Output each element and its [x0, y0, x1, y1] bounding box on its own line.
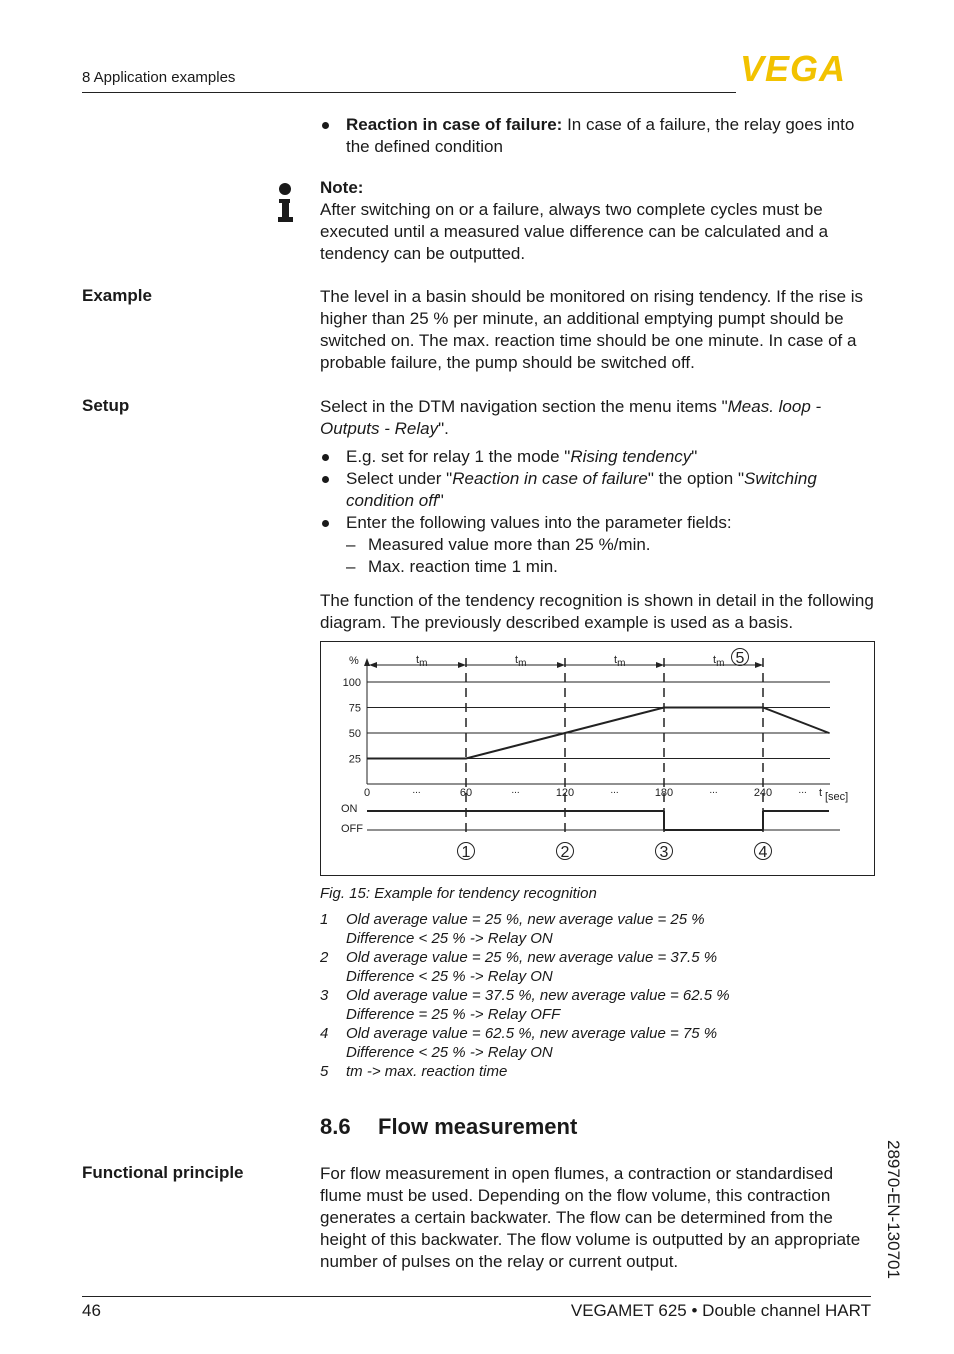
tendency-diagram: [320, 641, 875, 876]
info-icon: [276, 182, 294, 224]
x-ellipsis: ...: [511, 785, 520, 796]
legend-num: 4: [320, 1025, 329, 1042]
setup-block: [320, 396, 875, 634]
relay-on-label: ON: [341, 803, 358, 815]
setup-intro: Select in the DTM navigation section the menu items "Meas. loop - Outputs - Relay".: [320, 397, 822, 438]
y-tick-label: 100: [342, 677, 361, 689]
legend-item-5: [320, 1062, 800, 1081]
x-ellipsis: ...: [610, 785, 619, 796]
tm-arrow-head: [369, 662, 377, 668]
relay-off-label: OFF: [341, 823, 363, 835]
vega-logo-text: VEGA: [740, 52, 847, 84]
x-tick-label: 240: [753, 787, 773, 799]
legend-line: Difference = 25 % -> Relay OFF: [346, 1006, 561, 1023]
legend-line: Difference < 25 % -> Relay ON: [346, 1044, 553, 1061]
functional-text: For flow measurement in open flumes, a contraction or standardised flume must be used. Depending on the flow volume, this contraction generates a certain backwater. The flow can be determined from the height of this backwater. The flow volume is outputted by an appropriate number of pulses on the relay or current output.: [320, 1164, 861, 1271]
footer-product: VEGAMET 625 • Double channel HART: [570, 1301, 871, 1320]
vega-logo: [740, 52, 872, 84]
x-ellipsis: ...: [798, 785, 807, 796]
legend-line: tm -> max. reaction time: [346, 1063, 508, 1080]
note-text: After switching on or a failure, always two complete cycles must be executed until a measured value difference can be calculated and a tendency can be outputted.: [320, 200, 829, 263]
marker-5-label: 5: [735, 650, 745, 667]
marker-label: 1: [461, 844, 471, 861]
section-number: 8.6: [320, 1114, 351, 1139]
y-tick-label: 50: [348, 728, 361, 740]
tm-label: tm: [713, 654, 725, 669]
legend-line: Old average value = 25 %, new average value = 25 %: [346, 911, 705, 928]
tm-arrow-head: [557, 662, 565, 668]
x-axis-label: t: [819, 787, 823, 799]
legend-line: Old average value = 62.5 %, new average value = 75 %: [346, 1025, 718, 1042]
note-title: Note:: [320, 178, 364, 197]
setup-bullet-3: Enter the following values into the parameter fields:: [320, 512, 875, 534]
setup-label: Setup: [82, 396, 130, 415]
legend-num: 3: [320, 987, 329, 1004]
legend-item-4: [320, 1024, 800, 1062]
note-block: [320, 177, 875, 265]
y-tick-label: 25: [348, 753, 361, 766]
setup-dash-1: – Measured value more than 25 %/min.: [320, 534, 875, 556]
header-section: 8 Application examples: [82, 69, 236, 86]
x-ellipsis: ...: [412, 785, 421, 796]
x-ellipsis: ...: [709, 785, 718, 796]
x-tick-label: 180: [654, 787, 674, 799]
page-number: 46: [82, 1301, 101, 1320]
setup-dash-2: – Max. reaction time 1 min.: [320, 556, 875, 578]
legend-num: 2: [320, 949, 329, 966]
tm-label: tm: [614, 654, 626, 669]
y-tick-label: 75: [348, 702, 361, 715]
header-rule: [82, 92, 736, 93]
figure-legend: [320, 910, 800, 1081]
failure-text: In case of a failure, the relay goes into the defined condition: [346, 115, 855, 156]
y-axis-label: %: [349, 655, 359, 667]
functional-label: Functional principle: [82, 1163, 244, 1182]
x-tick-label: 120: [555, 787, 575, 799]
tm-label: tm: [515, 654, 527, 669]
failure-bold: Reaction in case of failure:: [346, 115, 563, 134]
tm-arrow-head: [755, 662, 763, 668]
failure-bullet: [320, 114, 875, 158]
setup-bullet-2: Select under "Reaction in case of failure" the option "Switching condition off": [320, 468, 875, 512]
section-heading: [320, 1114, 577, 1140]
tm-label: tm: [416, 654, 428, 669]
section-title: Flow measurement: [378, 1114, 578, 1139]
marker-label: 3: [659, 844, 669, 861]
x-tick-label: 60: [459, 787, 473, 799]
setup-bullet-1: E.g. set for relay 1 the mode "Rising tendency": [320, 446, 875, 468]
legend-line: Difference < 25 % -> Relay ON: [346, 968, 553, 985]
setup-after: The function of the tendency recognition is shown in detail in the following diagram. The previously described example is used as a basis.: [320, 591, 874, 632]
example-text: The level in a basin should be monitored on rising tendency. If the rise is higher than 25 % per minute, an additional emptying pumpt should be switched on. The max. reaction time should be one minute. In case of a probable failure, the pump should be switched off.: [320, 287, 864, 372]
legend-line: Difference < 25 % -> Relay ON: [346, 930, 553, 947]
legend-item-2: [320, 948, 800, 986]
legend-item-1: [320, 910, 800, 948]
example-label: Example: [82, 286, 152, 305]
tendency-chart: [321, 642, 874, 875]
legend-num: 1: [320, 911, 329, 928]
tm-arrow-head: [656, 662, 664, 668]
marker-label: 4: [758, 844, 768, 861]
document-code: 28970-EN-130701: [884, 1140, 903, 1279]
legend-line: Old average value = 37.5 %, new average value = 62.5 %: [346, 987, 730, 1004]
legend-item-3: [320, 986, 800, 1024]
marker-label: 2: [560, 844, 570, 861]
footer-rule: [82, 1296, 871, 1297]
x-axis-unit: [sec]: [825, 791, 849, 803]
figure-caption: Fig. 15: Example for tendency recognition: [320, 885, 597, 902]
legend-line: Old average value = 25 %, new average value = 37.5 %: [346, 949, 718, 966]
legend-num: 5: [320, 1063, 329, 1080]
x-tick-label: 0: [363, 787, 371, 799]
tm-arrow-head: [458, 662, 466, 668]
